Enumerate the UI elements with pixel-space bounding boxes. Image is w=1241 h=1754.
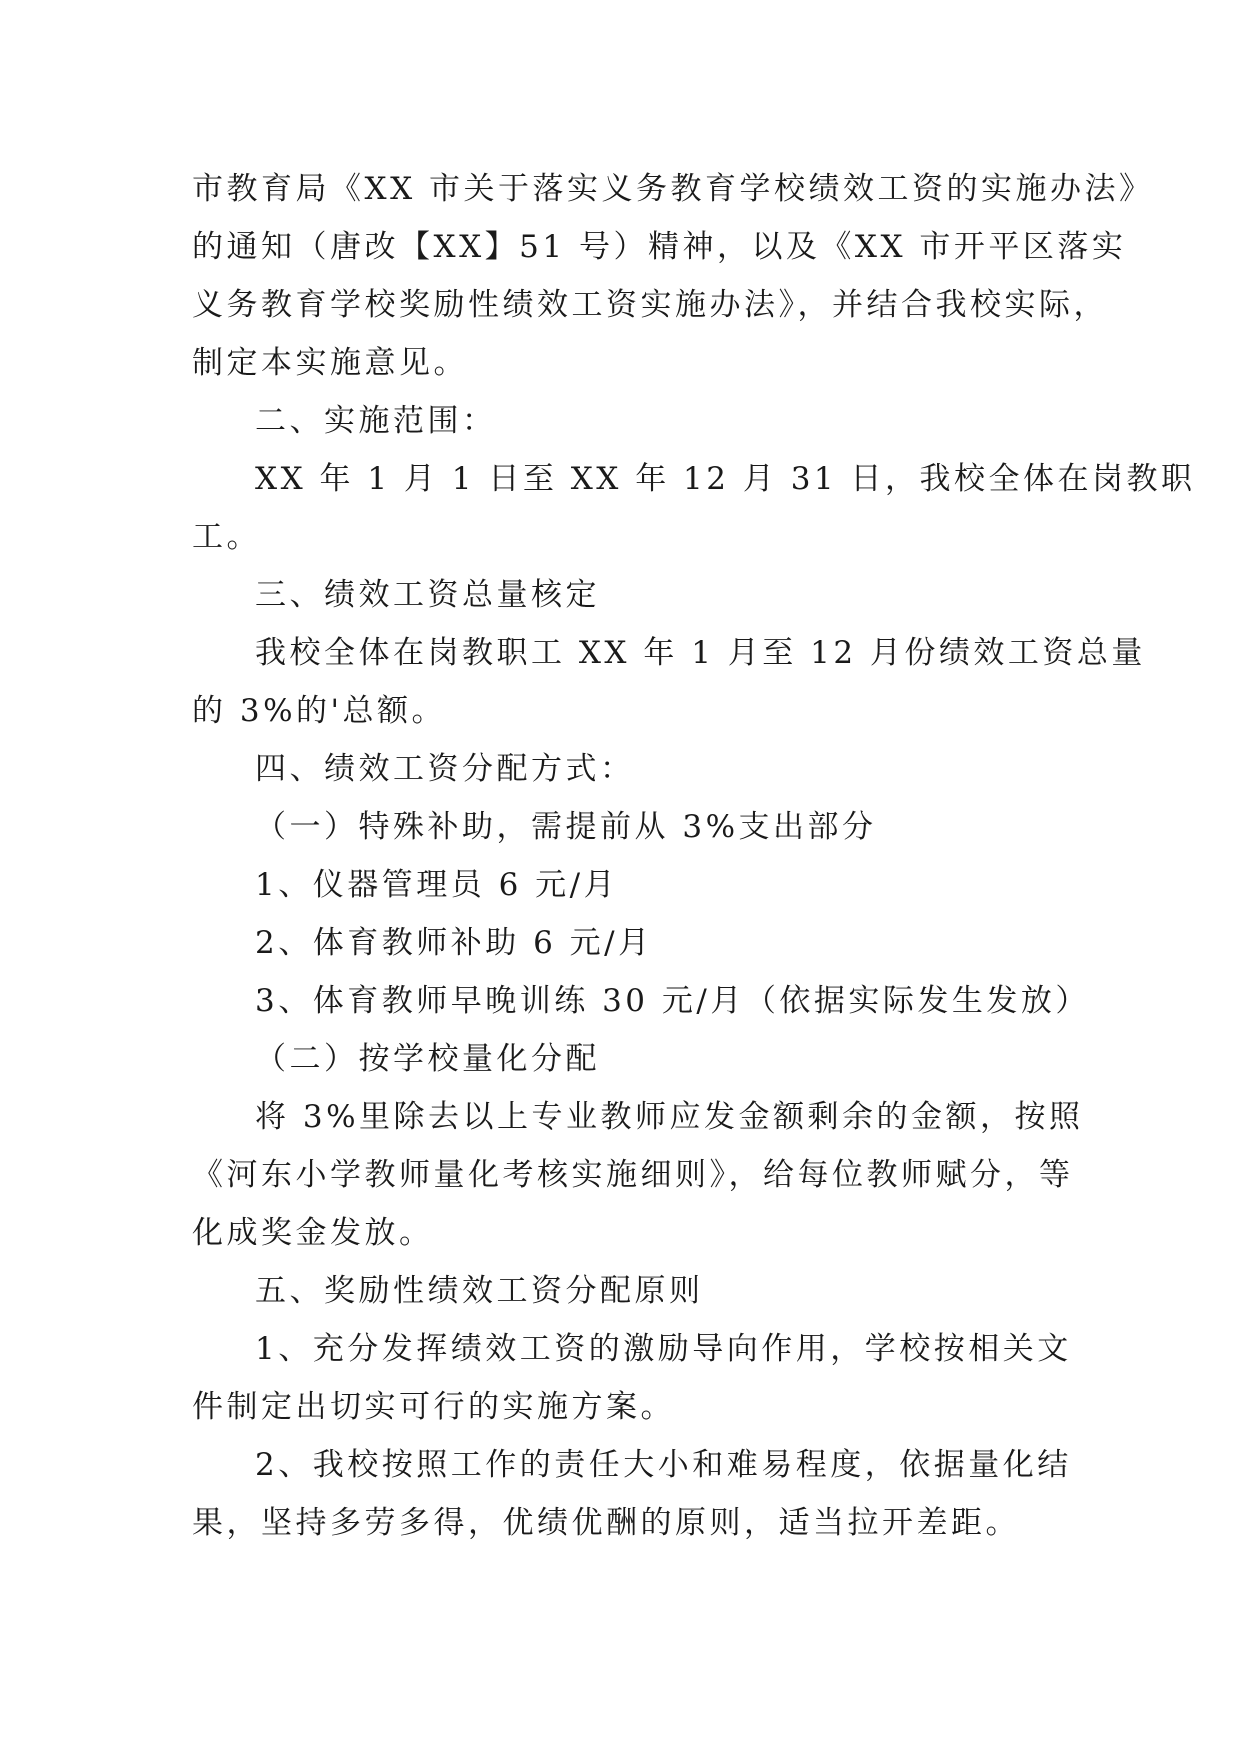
text-line: （一）特殊补助，需提前从 3%支出部分 xyxy=(255,809,877,845)
text-line: 《河东小学教师量化考核实施细则》，给每位教师赋分，等 xyxy=(192,1157,1074,1193)
text-line: 3、体育教师早晚训练 30 元/月（依据实际发生发放） xyxy=(255,983,1090,1019)
text-line: 2、我校按照工作的责任大小和难易程度，依据量化结 xyxy=(255,1447,1072,1483)
text-line: 四、绩效工资分配方式： xyxy=(255,751,635,787)
text-line: 件制定出切实可行的实施方案。 xyxy=(192,1389,675,1425)
text-line: 五、奖励性绩效工资分配原则 xyxy=(255,1273,704,1309)
text-line: 二、实施范围： xyxy=(255,403,497,439)
text-line: 1、仪器管理员 6 元/月 xyxy=(255,867,619,903)
text-line: 的 3%的'总额。 xyxy=(192,693,447,729)
text-line: 1、充分发挥绩效工资的激励导向作用，学校按相关文 xyxy=(255,1331,1072,1367)
text-line: （二）按学校量化分配 xyxy=(255,1041,600,1077)
text-line: 义务教育学校奖励性绩效工资实施办法》，并结合我校实际， xyxy=(192,287,1108,323)
text-line: 将 3%里除去以上专业教师应发金额剩余的金额，按照 xyxy=(255,1099,1084,1135)
text-line: 的通知（唐改【XX】51 号）精神，以及《XX 市开平区落实 xyxy=(192,229,1127,265)
text-line: 三、绩效工资总量核定 xyxy=(255,577,600,613)
text-line: 工。 xyxy=(192,519,261,555)
text-line: 我校全体在岗教职工 XX 年 1 月至 12 月份绩效工资总量 xyxy=(255,635,1146,671)
text-line: 市教育局《XX 市关于落实义务教育学校绩效工资的实施办法》 xyxy=(192,171,1154,207)
document-body xyxy=(192,160,1196,1552)
text-line: 化成奖金发放。 xyxy=(192,1215,434,1251)
text-line: 制定本实施意见。 xyxy=(192,345,468,381)
text-line: XX 年 1 月 1 日至 XX 年 12 月 31 日，我校全体在岗教职 xyxy=(255,461,1196,497)
text-line: 2、体育教师补助 6 元/月 xyxy=(255,925,653,961)
text-line: 果，坚持多劳多得，优绩优酬的原则，适当拉开差距。 xyxy=(192,1505,1020,1541)
